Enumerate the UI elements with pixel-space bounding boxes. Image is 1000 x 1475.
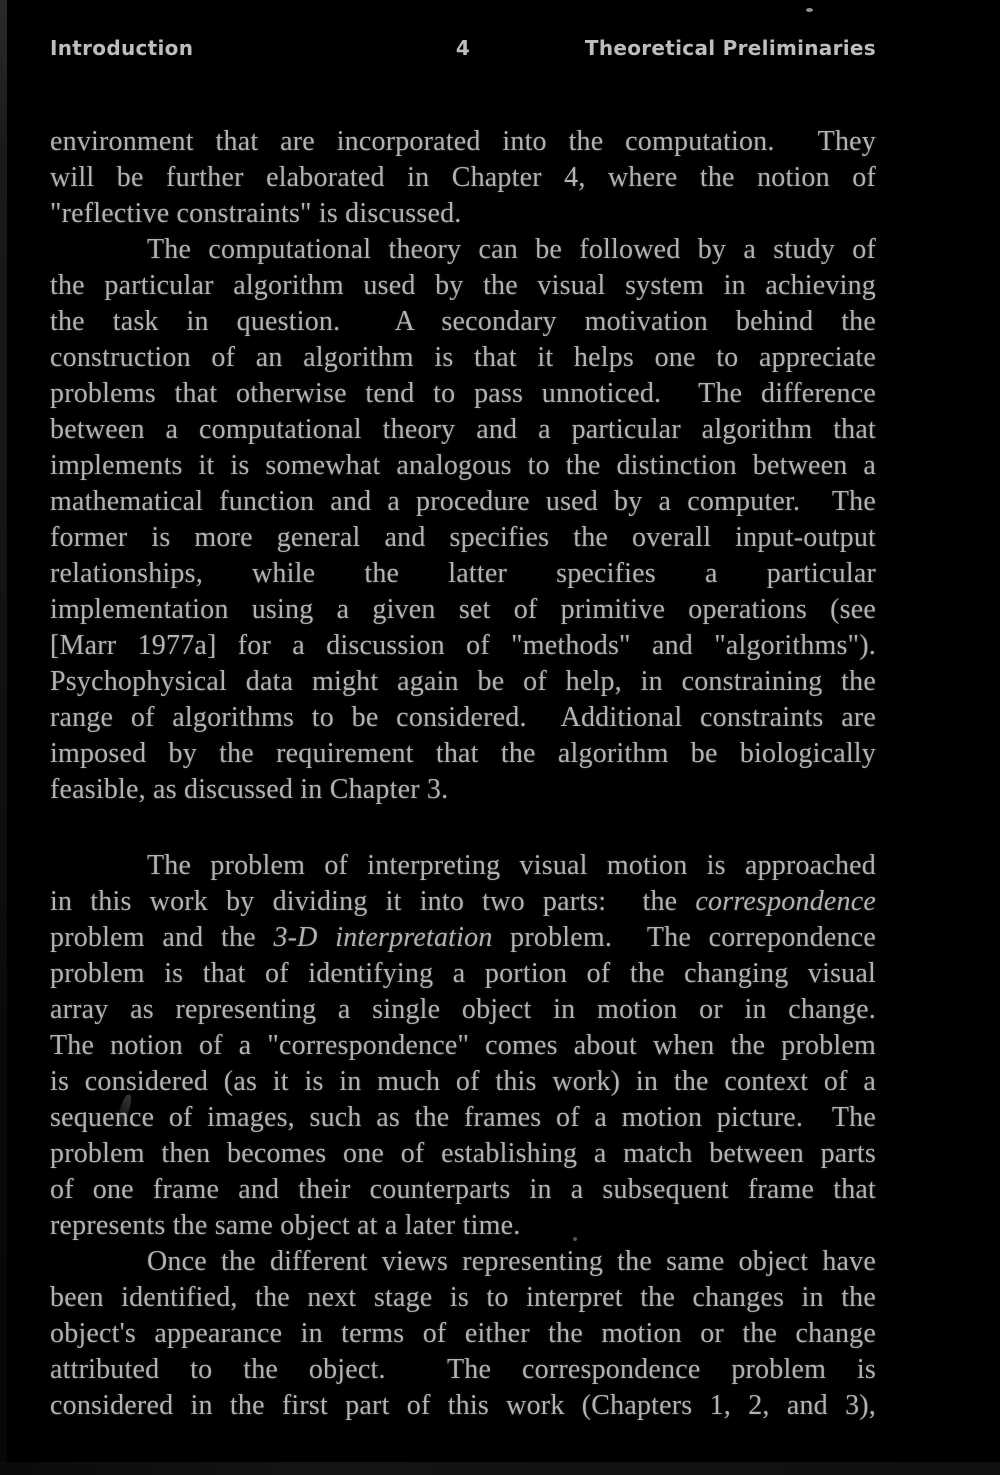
page-edge-bottom bbox=[0, 1462, 1000, 1475]
paragraph bbox=[50, 1244, 876, 1424]
text-line: been identified, the next stage is to interpret the changes in the bbox=[50, 1282, 876, 1313]
page-number: 4 bbox=[455, 36, 471, 60]
text-line: the task in question. A secondary motivation behind the bbox=[50, 306, 876, 337]
text-line: The notion of a "correspondence" comes about when the problem bbox=[50, 1030, 876, 1061]
page-edge-left bbox=[0, 0, 7, 1475]
text-line: The problem of interpreting visual motion is approached bbox=[147, 850, 876, 881]
text-line: implementation using a given set of primitive operations (see bbox=[50, 594, 876, 625]
paragraph bbox=[50, 232, 876, 808]
text-line: feasible, as discussed in Chapter 3. bbox=[50, 774, 449, 805]
text-line: problem then becomes one of establishing a match between parts bbox=[50, 1138, 876, 1169]
paragraph bbox=[50, 848, 876, 1244]
text-line: Once the different views representing the same object have bbox=[147, 1246, 876, 1277]
text-line: "reflective constraints" is discussed. bbox=[50, 198, 462, 229]
text-line: imposed by the requirement that the algorithm be biologically bbox=[50, 738, 876, 769]
text-line: Psychophysical data might again be of help, in constraining the bbox=[50, 666, 876, 697]
text-line: object's appearance in terms of either the motion or the change bbox=[50, 1318, 876, 1349]
paragraph bbox=[50, 124, 876, 232]
text-line: former is more general and specifies the overall input-output bbox=[50, 522, 876, 553]
text-line: construction of an algorithm is that it helps one to appreciate bbox=[50, 342, 876, 373]
text-line: problems that otherwise tend to pass unnoticed. The difference bbox=[50, 378, 876, 409]
text-line: of one frame and their counterparts in a subsequent frame that bbox=[50, 1174, 876, 1205]
text-line: in this work by dividing it into two parts: the correspondence bbox=[50, 886, 876, 917]
section-title: Theoretical Preliminaries bbox=[584, 36, 876, 60]
running-header bbox=[50, 36, 876, 64]
scan-speck-icon bbox=[806, 8, 813, 12]
text-line: between a computational theory and a particular algorithm that bbox=[50, 414, 876, 445]
text-line: environment that are incorporated into the computation. They bbox=[50, 126, 876, 157]
text-line: [Marr 1977a] for a discussion of "methods" and "algorithms"). bbox=[50, 630, 876, 661]
text-line: considered in the first part of this work (Chapters 1, 2, and 3), bbox=[50, 1390, 876, 1421]
text-line: range of algorithms to be considered. Additional constraints are bbox=[50, 702, 876, 733]
text-line: array as representing a single object in motion or in change. bbox=[50, 994, 876, 1025]
text-line: will be further elaborated in Chapter 4, where the notion of bbox=[50, 162, 876, 193]
text-line: problem is that of identifying a portion of the changing visual bbox=[50, 958, 876, 989]
text-block bbox=[50, 124, 876, 1424]
chapter-title: Introduction bbox=[50, 36, 194, 60]
text-line: relationships, while the latter specifies a particular bbox=[50, 558, 876, 589]
text-line: implements it is somewhat analogous to the distinction between a bbox=[50, 450, 876, 481]
text-line: represents the same object at a later time. bbox=[50, 1210, 521, 1241]
text-line: mathematical function and a procedure used by a computer. The bbox=[50, 486, 876, 517]
text-line: attributed to the object. The correspondence problem is bbox=[50, 1354, 876, 1385]
text-line: sequence of images, such as the frames of a motion picture. The bbox=[50, 1102, 876, 1133]
text-line: is considered (as it is in much of this work) in the context of a bbox=[50, 1066, 876, 1097]
text-line: problem and the 3-D interpretation problem. The correpondence bbox=[50, 922, 876, 953]
text-line: The computational theory can be followed by a study of bbox=[147, 234, 876, 265]
text-line: the particular algorithm used by the visual system in achieving bbox=[50, 270, 876, 301]
